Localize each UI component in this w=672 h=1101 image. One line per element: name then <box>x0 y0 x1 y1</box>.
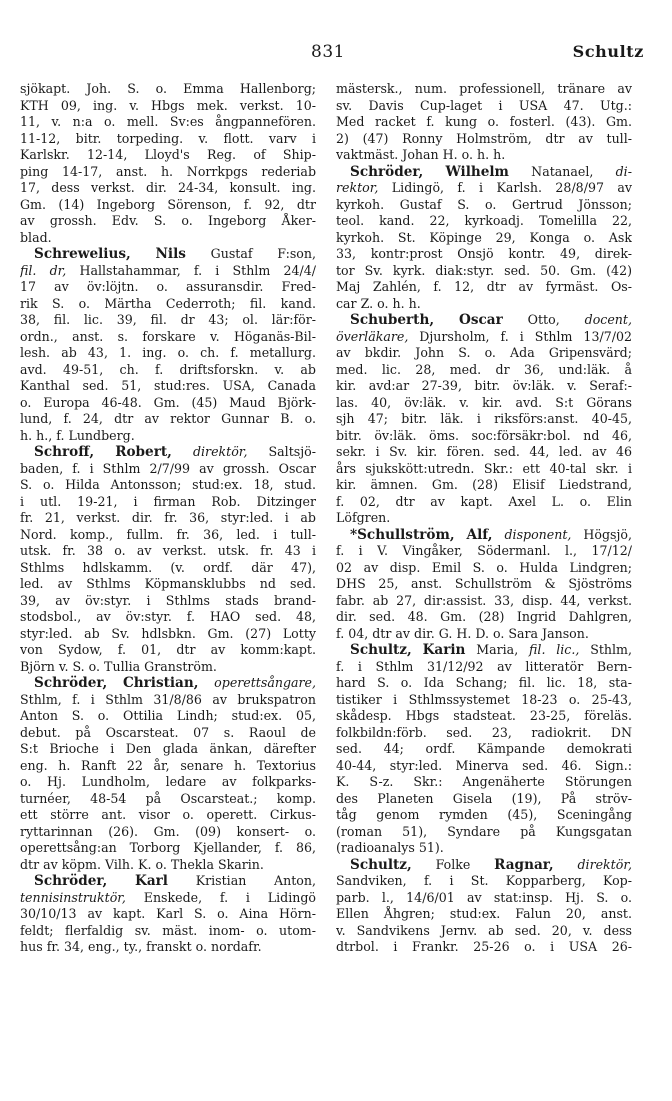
line-text: (radioanalys 51). <box>336 840 444 855</box>
entry-given-name: Alf, <box>466 526 493 543</box>
line-text: sjh 47; bitr. läk. i riksförs:anst. 40-45, <box>336 411 632 426</box>
text-line <box>20 626 316 643</box>
line-text: kir. ämnen. Gm. (28) Elisif Liedstrand, <box>336 477 632 492</box>
entry-given-name: Karl <box>135 873 168 889</box>
line-text: ping 14-17, anst. h. Norrkpgs rederiab <box>20 163 316 179</box>
text-line <box>20 741 316 758</box>
text-line <box>20 758 316 775</box>
text-line <box>20 840 316 857</box>
text-line <box>20 939 316 956</box>
text-line <box>20 164 316 181</box>
line-text: Natanael, <box>531 163 594 179</box>
text-line <box>336 461 632 478</box>
entry-surname: Schröder, <box>34 675 108 691</box>
text-line <box>336 510 632 527</box>
line-text: Karlskr. 12-14, Lloyd's Reg. of Ship- <box>20 147 316 162</box>
text-line <box>336 494 632 511</box>
line-text: bitr. öv:läk. öms. soc:försäkr:bol. nd 46, <box>336 427 632 443</box>
text-line <box>336 675 632 692</box>
line-text: sekr. i Sv. kir. fören. sed. 44, led. av 46 <box>336 444 632 459</box>
text-line <box>336 428 632 445</box>
entry-given-name: Oscar <box>459 312 503 328</box>
text-line <box>20 362 316 379</box>
line-text: i utl. 19-21, i firman Rob. Ditzinger <box>20 493 316 509</box>
text-line <box>20 807 316 824</box>
text-line <box>336 824 632 841</box>
entry-given-name: Christian, <box>122 675 199 691</box>
line-text: Sandviken, f. i St. Kopparberg, Kop- <box>336 873 632 888</box>
entry-surname: Schroff, <box>34 444 95 460</box>
text-line <box>20 890 316 907</box>
line-text: S:t Brioche i Den glada änkan, därefter <box>20 741 316 756</box>
text-line <box>336 840 632 857</box>
line-text: eng. h. Ranft 22 år, senare h. Textorius <box>20 757 316 773</box>
text-line <box>336 560 632 577</box>
line-text: 02 av disp. Emil S. o. Hulda Lindgren; <box>336 559 632 575</box>
text-line <box>336 197 632 214</box>
text-line <box>336 873 632 890</box>
line-text: Lidingö, f. i Karlsh. 28/8/97 av <box>391 180 632 195</box>
line-text: lund, f. 24, dtr av rektor Gunnar B. o. <box>20 411 316 426</box>
line-text: Gm. (14) Ingeborg Sörenson, f. 92, dtr <box>20 196 316 212</box>
running-head: Schultz <box>572 42 644 61</box>
line-text: Björn v. S. o. Tullia Granström. <box>20 658 217 674</box>
line-text: kyrkoh. St. Köpinge 29, Konga o. Ask <box>336 229 632 245</box>
line-text: års sjukskött:utredn. Skr.: ett 40-tal skr. i <box>336 460 632 476</box>
line-text: 11, v. n:a o. mell. Sv:es ångpannefören. <box>20 114 316 129</box>
entry-title: operettsångare, <box>214 675 316 690</box>
text-line <box>336 939 632 956</box>
text-line <box>336 411 632 428</box>
line-text: Maria, <box>476 642 519 657</box>
text-line <box>336 378 632 395</box>
text-line <box>20 263 316 280</box>
line-text: turnéer, 48-54 på Oscarsteat.; komp. <box>20 790 316 806</box>
line-text: dtrbol. i Frankr. 25-26 o. i USA 26- <box>336 939 632 954</box>
entry-surname: Schuberth, <box>350 312 435 328</box>
entry-surname: *Schullström, <box>350 526 455 543</box>
text-line <box>20 510 316 527</box>
line-text: Enskede, f. i Lidingö <box>143 889 316 905</box>
text-line <box>336 692 632 709</box>
line-text: las. 40, öv:läk. v. kir. avd. S:t Görans <box>336 394 632 410</box>
text-line <box>336 213 632 230</box>
entry-heading-line <box>336 527 632 544</box>
line-text: Otto, <box>527 312 560 327</box>
line-text: debut. på Oscarsteat. 07 s. Raoul de <box>20 724 316 740</box>
line-text: kyrkoh. Gustaf S. o. Gertrud Jönsson; <box>336 196 632 212</box>
line-text: parb. l., 14/6/01 av stat:insp. Hj. S. o. <box>336 889 632 905</box>
line-text: Gustaf F:son, <box>210 246 316 261</box>
line-text: KTH 09, ing. v. Hbgs mek. verkst. 10- <box>20 97 316 113</box>
line-text: sv. Davis Cup-laget i USA 47. Utg.: <box>336 97 632 113</box>
text-line <box>20 329 316 346</box>
entry-title: fil. dr, <box>20 262 67 278</box>
text-line <box>336 890 632 907</box>
text-line <box>336 395 632 412</box>
line-text: des Planeten Gisela (19), På ströv- <box>336 790 632 806</box>
line-text: dir. sed. 48. Gm. (28) Ingrid Dahlgren, <box>336 609 632 624</box>
line-text: ryttarinnan (26). Gm. (09) konsert- o. <box>20 823 316 839</box>
line-text: fr. 21, verkst. dir. fr. 36, styr:led. i ab <box>20 510 316 525</box>
line-text: baden, f. i Sthlm 2/7/99 av grossh. Oscar <box>20 460 316 476</box>
entry-title: direktör, <box>192 444 248 459</box>
line-text: Hallstahammar, f. i Sthlm 24/4/ <box>79 262 316 278</box>
text-line <box>336 263 632 280</box>
text-line <box>20 378 316 395</box>
line-text: Djursholm, f. i Sthlm 13/7/02 <box>419 328 632 344</box>
entry-heading-line <box>336 164 632 181</box>
entry-given-name: Karin <box>422 642 466 658</box>
text-line <box>20 312 316 329</box>
line-text: feldt; flerfaldig sv. mäst. inom- o. utom- <box>20 922 316 938</box>
text-line <box>20 560 316 577</box>
text-line <box>336 477 632 494</box>
line-text: dtr av köpm. Vilh. K. o. Thekla Skarin. <box>20 856 264 872</box>
entry-surname: Schröder, <box>350 163 424 180</box>
entry-heading-line <box>336 642 632 659</box>
text-line <box>20 114 316 131</box>
text-line <box>20 791 316 808</box>
line-text: v. Sandvikens Jernv. ab sed. 20, v. dess <box>336 922 632 938</box>
text-line <box>20 477 316 494</box>
line-text: DHS 25, anst. Schullström & Sjöströms <box>336 576 632 591</box>
line-text: operettsång:an Torborg Kjellander, f. 86, <box>20 840 316 855</box>
entry-title: fil. lic., <box>529 642 580 657</box>
line-text: blad. <box>20 229 52 245</box>
entry-title: rektor, <box>336 180 379 195</box>
text-line <box>20 527 316 544</box>
line-text: styr:led. ab Sv. hdlsbkn. Gm. (27) Lotty <box>20 625 316 641</box>
entry-surname: Schrewelius, <box>34 246 131 262</box>
text-line <box>20 98 316 115</box>
text-line <box>336 543 632 560</box>
line-text: led. av Sthlms Köpmansklubbs nd sed. <box>20 576 316 591</box>
line-text: mästersk., num. professionell, tränare av <box>336 81 632 96</box>
line-text: f. 02, dtr av kapt. Axel L. o. Elin <box>336 493 632 509</box>
text-line <box>336 444 632 461</box>
line-text: o. Hj. Lundholm, ledare av folkparks- <box>20 774 316 789</box>
entry-heading-line <box>336 312 632 329</box>
line-text: stodsbol., av öv:styr. f. HAO sed. 48, <box>20 609 316 624</box>
text-line <box>20 824 316 841</box>
text-line <box>336 147 632 164</box>
entry-heading-line <box>20 246 316 263</box>
entry-heading-line <box>20 873 316 890</box>
text-line <box>336 609 632 626</box>
line-text: Högsjö, <box>583 526 632 542</box>
line-text: 11-12, bitr. torpeding. v. flott. varv i <box>20 130 316 146</box>
entry-surname: Schultz, <box>350 642 412 658</box>
line-text: Sthlms hdlskamm. (v. ordf. där 47), <box>20 559 316 575</box>
line-text: hus fr. 34, eng., ty., franskt o. nordafr. <box>20 939 262 954</box>
entry-title: tennisinstruktör, <box>20 889 126 905</box>
text-line <box>20 923 316 940</box>
text-line <box>20 494 316 511</box>
line-text: S. o. Hilda Antonsson; stud:ex. 18, stud. <box>20 477 316 492</box>
line-text: utsk. fr. 38 o. av verkst. utsk. fr. 43 i <box>20 543 316 558</box>
text-line <box>20 428 316 445</box>
line-text: Anton S. o. Ottilia Lindh; stud:ex. 05, <box>20 708 316 723</box>
line-text: tor Sv. kyrk. diak:styr. sed. 50. Gm. (42) <box>336 262 632 278</box>
line-text: Sthlm, <box>590 642 632 657</box>
text-line <box>336 345 632 362</box>
line-text: Ellen Åhgren; stud:ex. Falun 20, anst. <box>336 906 632 921</box>
entry-surname: Schröder, <box>34 873 108 889</box>
line-text: car Z. o. h. h. <box>336 295 421 311</box>
entry-surname: Schultz, <box>350 856 412 873</box>
entry-given-name: Nils <box>155 246 186 262</box>
entry-title: di- <box>615 163 632 179</box>
line-text: Sthlm, f. i Sthlm 31/8/86 av brukspatron <box>20 691 316 707</box>
text-line <box>336 758 632 775</box>
line-text: sjökapt. Joh. S. o. Emma Hallenborg; <box>20 81 316 96</box>
line-text: 39, av öv:styr. i Sthlms stads brand- <box>20 592 316 608</box>
text-line <box>336 131 632 148</box>
text-line <box>336 114 632 131</box>
text-line <box>20 642 316 659</box>
line-text: Löfgren. <box>336 510 391 525</box>
entry-given-name: Wilhelm <box>445 163 509 180</box>
text-line <box>20 461 316 478</box>
line-text: 17 av öv:löjtn. o. assuransdir. Fred- <box>20 279 316 294</box>
text-line <box>336 81 632 98</box>
page-header <box>0 42 672 68</box>
line-text: ett större ant. visor o. operett. Cirkus- <box>20 807 316 822</box>
line-text: rik S. o. Märtha Cederroth; fil. kand. <box>20 295 316 311</box>
text-line <box>20 197 316 214</box>
text-line <box>20 147 316 164</box>
left-column <box>20 81 316 956</box>
text-line <box>336 741 632 758</box>
text-line <box>20 543 316 560</box>
text-line <box>20 609 316 626</box>
line-text: Folke <box>435 856 471 872</box>
entry-title: direktör, <box>577 856 632 872</box>
text-line <box>20 906 316 923</box>
line-text: med. lic. 28, med. dr 36, und:läk. å <box>336 361 632 377</box>
line-text: tistiker i Sthlmssystemet 18-23 o. 25-43, <box>336 691 632 707</box>
text-line <box>336 807 632 824</box>
entry-heading-line <box>20 444 316 461</box>
text-line <box>20 857 316 874</box>
text-line <box>20 81 316 98</box>
line-text: Nord. komp., fullm. fr. 36, led. i tull- <box>20 526 316 542</box>
line-text: av grossh. Edv. S. o. Ingeborg Åker- <box>20 213 316 228</box>
text-line <box>20 725 316 742</box>
line-text: 30/10/13 av kapt. Karl S. o. Aina Hörn- <box>20 906 316 921</box>
text-line <box>336 906 632 923</box>
entry-given-name: Ragnar, <box>494 856 554 873</box>
line-text: 17, dess verkst. dir. 24-34, konsult. ing. <box>20 180 316 195</box>
line-text: skådesp. Hbgs stadsteat. 23-25, föreläs. <box>336 708 632 723</box>
line-text: Med racket f. kung o. fosterl. (43). Gm. <box>336 114 632 129</box>
text-line <box>336 329 632 346</box>
text-line <box>336 98 632 115</box>
text-line <box>20 296 316 313</box>
text-line <box>20 279 316 296</box>
line-text: tåg genom rymden (45), Sceningång <box>336 807 632 822</box>
text-line <box>20 395 316 412</box>
text-line <box>20 180 316 197</box>
entry-heading-line <box>336 857 632 874</box>
line-text: Kristian Anton, <box>195 873 316 888</box>
line-text: kir. avd:ar 27-39, bitr. öv:läk. v. Seraf:- <box>336 378 632 393</box>
text-line <box>20 230 316 247</box>
line-text: 38, fil. lic. 39, fil. dr 43; ol. lär:för- <box>20 312 316 327</box>
right-column <box>336 81 632 956</box>
line-text: (roman 51), Syndare på Kungsgatan <box>336 823 632 839</box>
entry-given-name: Robert, <box>115 444 172 460</box>
text-line <box>20 692 316 709</box>
line-text: folkbildn:förb. sed. 23, radiokrit. DN <box>336 724 632 740</box>
line-text: avd. 49-51, ch. f. driftsforskn. v. ab <box>20 361 316 377</box>
line-text: f. 04, dtr av dir. G. H. D. o. Sara Janson. <box>336 625 589 641</box>
text-line <box>336 791 632 808</box>
line-text: K. S-z. Skr.: Angenäherte Störungen <box>336 774 632 789</box>
text-line <box>336 362 632 379</box>
line-text: h. h., f. Lundberg. <box>20 427 135 443</box>
text-line <box>336 774 632 791</box>
text-line <box>20 708 316 725</box>
line-text: Saltsjö- <box>268 444 316 459</box>
line-text: av bkdir. John S. o. Ada Gripensvärd; <box>336 345 632 360</box>
text-line <box>20 659 316 676</box>
line-text: 2) (47) Ronny Holmström, dtr av tull- <box>336 130 632 146</box>
text-line <box>336 923 632 940</box>
entry-title: disponent, <box>504 526 572 542</box>
text-line <box>336 230 632 247</box>
line-text: lesh. ab 43, 1. ing. o. ch. f. metallurg. <box>20 345 316 360</box>
line-text: Maj Zahlén, f. 12, dtr av fyrmäst. Os- <box>336 279 632 294</box>
text-line <box>20 593 316 610</box>
line-text: sed. 44; ordf. Kämpande demokrati <box>336 741 632 756</box>
line-text: Kanthal sed. 51, stud:res. USA, Canada <box>20 378 316 393</box>
text-line <box>336 180 632 197</box>
text-line <box>336 576 632 593</box>
entry-heading-line <box>20 675 316 692</box>
line-text: f. i Sthlm 31/12/92 av litteratör Bern- <box>336 658 632 674</box>
text-line <box>336 659 632 676</box>
text-line <box>20 213 316 230</box>
line-text: fabr. ab 27, dir:assist. 33, disp. 44, verkst. <box>336 592 632 608</box>
line-text: hard S. o. Ida Schang; fil. lic. 18, sta- <box>336 675 632 690</box>
text-line <box>336 626 632 643</box>
text-line <box>336 725 632 742</box>
page-number: 831 <box>311 42 345 62</box>
text-line <box>336 593 632 610</box>
entry-title: docent, <box>584 312 632 327</box>
line-text: von Sydow, f. 01, dtr av komm:kapt. <box>20 642 316 657</box>
entry-title: överläkare, <box>336 328 409 344</box>
text-line <box>20 576 316 593</box>
line-text: teol. kand. 22, kyrkoadj. Tomelilla 22, <box>336 213 632 228</box>
line-text: 33, kontr:prost Onsjö kontr. 49, direk- <box>336 246 632 261</box>
line-text: vaktmäst. Johan H. o. h. h. <box>336 147 506 162</box>
text-line <box>336 279 632 296</box>
text-line <box>336 708 632 725</box>
text-line <box>20 131 316 148</box>
text-line <box>20 774 316 791</box>
text-line <box>20 411 316 428</box>
text-line <box>336 246 632 263</box>
text-line <box>20 345 316 362</box>
text-line <box>336 296 632 313</box>
line-text: ordn., anst. s. forskare v. Höganäs-Bil- <box>20 328 316 344</box>
line-text: f. i V. Vingåker, Södermanl. l., 17/12/ <box>336 543 632 558</box>
line-text: o. Europa 46-48. Gm. (45) Maud Björk- <box>20 394 316 410</box>
line-text: 40-44, styr:led. Minerva sed. 46. Sign.: <box>336 757 632 773</box>
